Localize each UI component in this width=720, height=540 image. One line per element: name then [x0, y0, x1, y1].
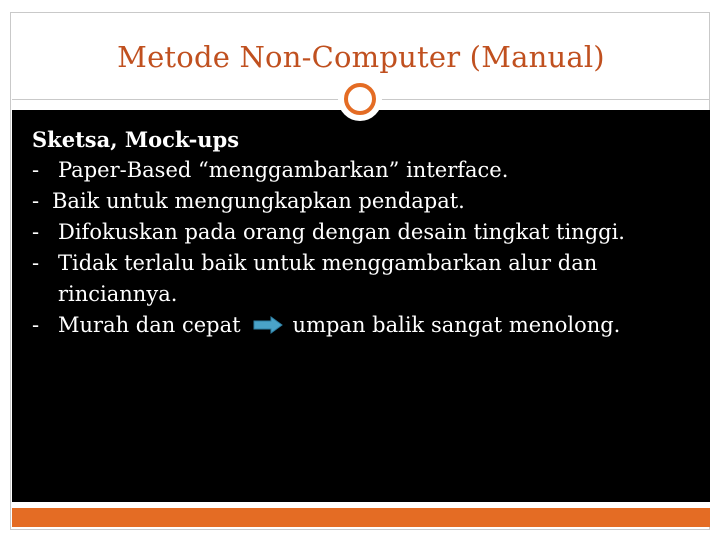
footer-accent-bar: [12, 508, 710, 527]
slide-body: [32, 124, 702, 341]
bullet-text: Tidak terlalu baik untuk menggambarkan alur dan rinciannya.: [58, 251, 598, 306]
bullet-text-after-arrow: umpan balik sangat menolong.: [292, 313, 621, 337]
circle-ornament-icon: [338, 77, 382, 121]
bullet-dash: -: [32, 251, 40, 275]
bullet-item: [32, 217, 702, 248]
bullet-dash: -: [32, 158, 40, 182]
bullet-text: Baik untuk mengungkapkan pendapat.: [52, 189, 465, 213]
bullet-text: Difokuskan pada orang dengan desain tingkat tinggi.: [58, 220, 625, 244]
slide-title: Metode Non-Computer (Manual): [117, 40, 605, 74]
bullet-item: [32, 248, 702, 310]
bullet-item: [32, 155, 702, 186]
circle-ornament-inner: [344, 83, 376, 115]
bullet-text-before-arrow: Murah dan cepat: [58, 313, 241, 337]
section-heading: Sketsa, Mock-ups: [32, 127, 240, 152]
bullet-text: [58, 310, 620, 341]
right-arrow-icon: [253, 316, 283, 334]
bullet-dash: -: [32, 220, 40, 244]
bullet-dash: -: [32, 313, 40, 337]
bullet-item: [32, 186, 702, 217]
bullet-item: [32, 310, 702, 341]
bullet-text: Paper-Based “menggambarkan” interface.: [58, 158, 509, 182]
bullet-dash: -: [32, 189, 40, 213]
